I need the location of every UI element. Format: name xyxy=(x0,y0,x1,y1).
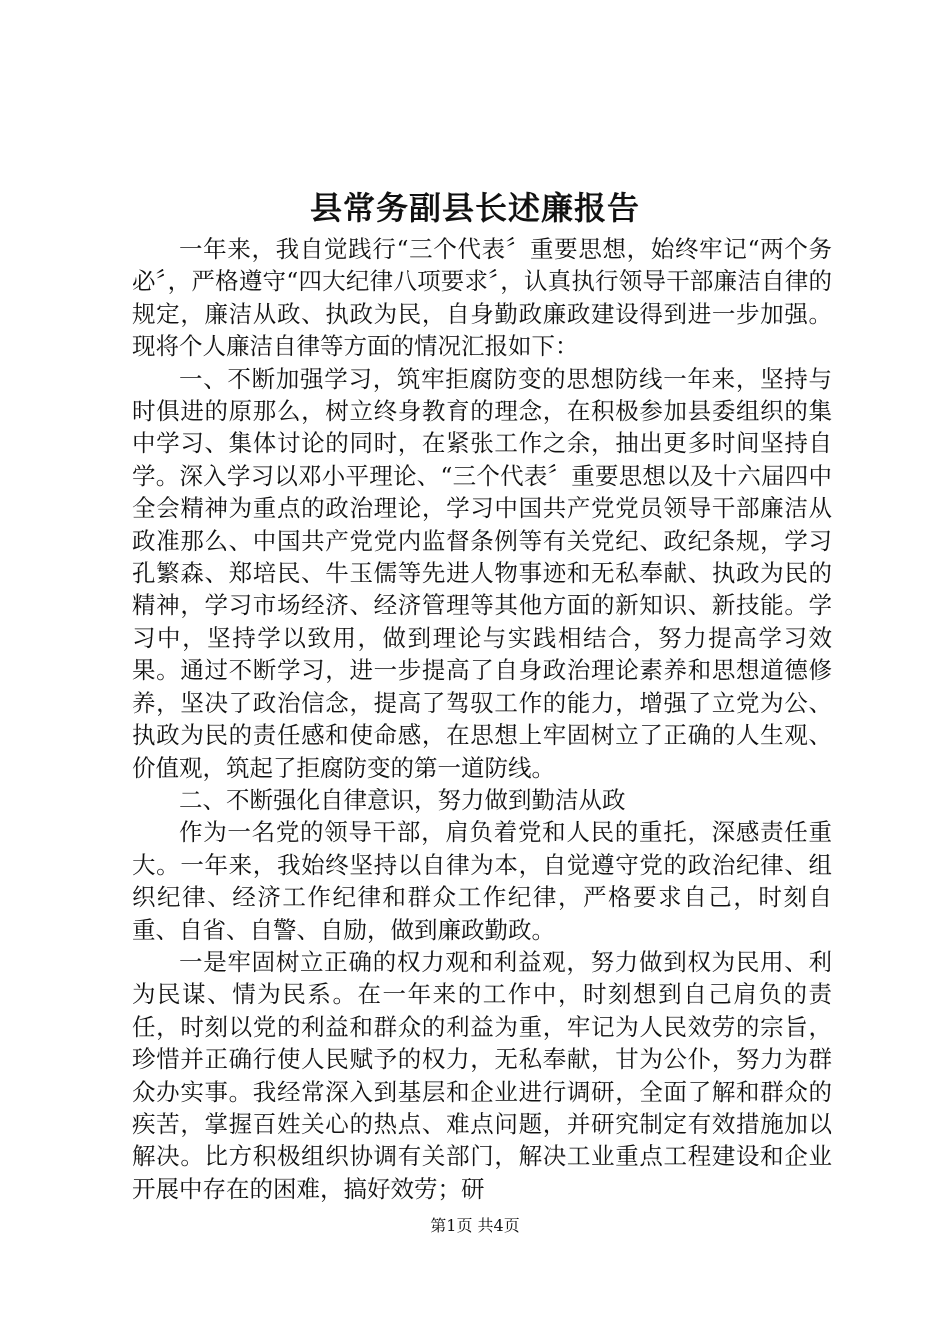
paragraph-point-one: 一是牢固树立正确的权力观和利益观，努力做到权为民用、利为民谋、情为民系。在一年来的工作中，时刻想到自己肩负的责任，时刻以党的利益和群众的利益为重，牢记为人民效劳的宗旨，珍惜并正确行使人民赋予的权力，无私奉献，甘为公仆，努力为群众办实事。我经常深入到基层和企业进行调研，全面了解和群众的疾苦，掌握百姓关心的热点、难点问题，并研究制定有效措施加以解决。比方积极组织协调有关部门，解决工业重点工程建设和企业开展中存在的困难，搞好效劳；研 xyxy=(132,947,832,1203)
paragraph-intro: 一年来，我自觉践行“三个代表〞重要思想，始终牢记“两个务必〞，严格遵守“四大纪律八项要求〞，认真执行领导干部廉洁自律的规定，廉洁从政、执政为民，自身勤政廉政建设得到进一步加强。现将个人廉洁自律等方面的情况汇报如下： xyxy=(132,235,832,361)
paragraph-section-one: 一、不断加强学习，筑牢拒腐防变的思想防线一年来，坚持与时俱进的原那么，树立终身教育的理念，在积极参加县委组织的集中学习、集体讨论的同时，在紧张工作之余，抽出更多时间坚持自学。深入学习以邓小平理论、“三个代表〞重要思想以及十六届四中全会精神为重点的政治理论，学习中国共产党党员领导干部廉洁从政准那么、中国共产党党内监督条例等有关党纪、政纪条规，学习孔繁森、郑培民、牛玉儒等先进人物事迹和无私奉献、执政为民的精神，学习市场经济、经济管理等其他方面的新知识、新技能。学习中，坚持学以致用，做到理论与实践相结合，努力提高学习效果。通过不断学习，进一步提高了自身政治理论素养和思想道德修养，坚决了政治信念，提高了驾驭工作的能力，增强了立党为公、执政为民的责任感和使命感，在思想上牢固树立了正确的人生观、价值观，筑起了拒腐防变的第一道防线。 xyxy=(132,364,832,782)
paragraph-section-two-heading: 二、不断强化自律意识，努力做到勤洁从政 xyxy=(179,785,626,814)
page-footer: 第1页 共4页 xyxy=(430,1216,520,1235)
document-body xyxy=(132,233,832,1205)
paragraph-section-two-body: 作为一名党的领导干部，肩负着党和人民的重托，深感责任重大。一年来，我始终坚持以自律为本，自觉遵守党的政治纪律、组织纪律、经济工作纪律和群众工作纪律，严格要求自己，时刻自重、自省、自警、自励，做到廉政勤政。 xyxy=(132,818,832,944)
document-title: 县常务副县长述廉报告 xyxy=(309,189,640,227)
